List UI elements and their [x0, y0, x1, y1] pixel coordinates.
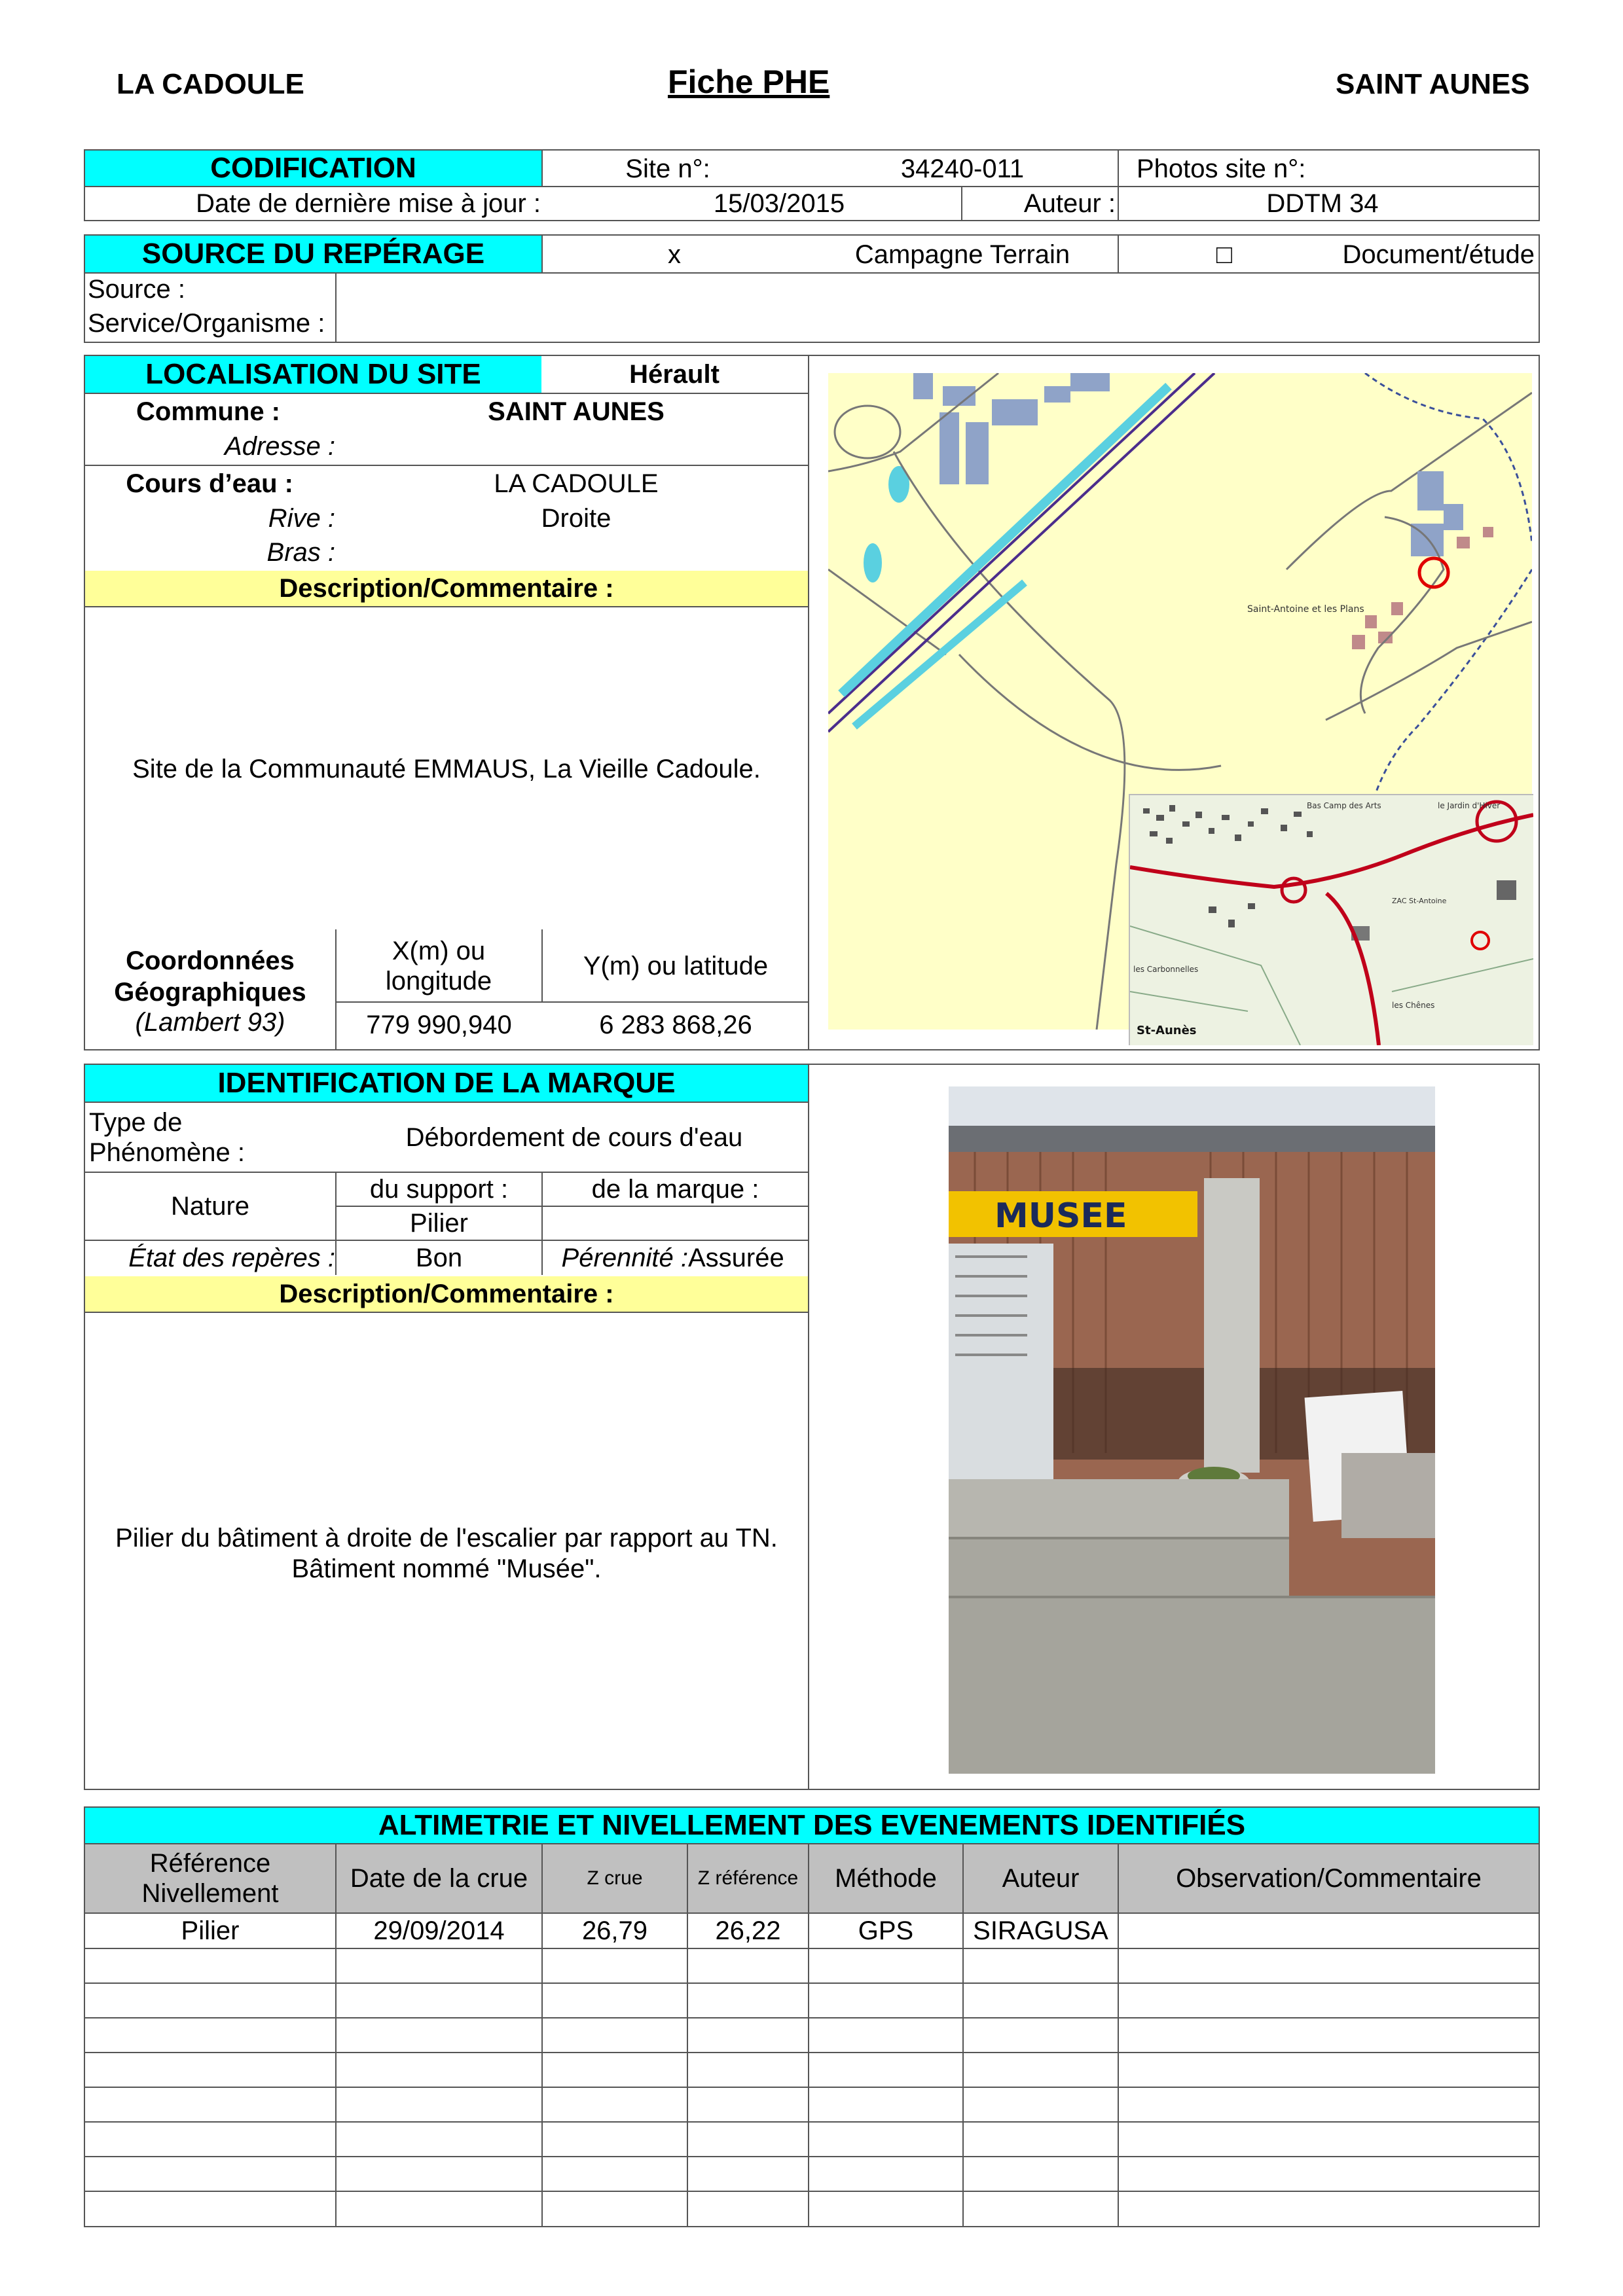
- col-z-crue: Z crue: [587, 1867, 643, 1889]
- localisation-heading: LOCALISATION DU SITE: [85, 356, 541, 393]
- source-heading: SOURCE DU REPÉRAGE: [85, 236, 541, 272]
- cours-eau-label: Cours d’eau :: [126, 469, 293, 498]
- inset-map-drawing: [1130, 795, 1533, 1045]
- etat-label: État des repères :: [128, 1244, 335, 1272]
- inset-zac-label: ZAC St-Antoine: [1392, 897, 1447, 905]
- localisation-desc-text: Site de la Communauté EMMAUS, La Vieille Cadoule.: [132, 755, 761, 783]
- map-place-label: Saint-Antoine et les Plans: [1247, 604, 1364, 615]
- type-phenomene-label: Type de Phénomène :: [89, 1108, 245, 1167]
- identification-desc-line1: Pilier du bâtiment à droite de l'escalier par rapport au TN.: [115, 1524, 778, 1552]
- bras-label: Bras :: [266, 538, 335, 567]
- inset-map: [1129, 794, 1533, 1045]
- codification-heading: CODIFICATION: [85, 151, 541, 186]
- rive-label: Rive :: [268, 504, 335, 533]
- departement-value: Hérault: [629, 360, 720, 389]
- header-left: LA CADOULE: [117, 68, 304, 100]
- photos-site-label: Photos site n°:: [1137, 154, 1306, 183]
- coord-label-1: Coordonnées: [126, 946, 295, 975]
- inset-carbonnelles-label: les Carbonnelles: [1133, 965, 1199, 974]
- support-value: Pilier: [410, 1209, 468, 1238]
- auteur-value: DDTM 34: [1266, 189, 1379, 218]
- campagne-checkbox[interactable]: x: [668, 240, 681, 269]
- campagne-label: Campagne Terrain: [854, 240, 1070, 269]
- commune-value: SAINT AUNES: [488, 397, 665, 426]
- row1-methode: GPS: [858, 1916, 914, 1945]
- coord-label-2: Géographiques: [114, 978, 306, 1007]
- site-number-value: 34240-011: [900, 154, 1025, 183]
- page-title: Fiche PHE: [668, 63, 830, 100]
- site-number-label: Site n°:: [625, 154, 710, 183]
- col-observation: Observation/Commentaire: [1176, 1864, 1482, 1893]
- row1-z-reference: 26,22: [715, 1916, 781, 1945]
- inset-jardin-label: le Jardin d'Hiver: [1438, 801, 1501, 810]
- col-date-crue: Date de la crue: [350, 1864, 528, 1893]
- col-auteur: Auteur: [1002, 1864, 1080, 1893]
- row1-observation: [1119, 1914, 1539, 1948]
- x-value: 779 990,940: [366, 1011, 512, 1039]
- auteur-label: Auteur :: [1023, 189, 1116, 218]
- support-label: du support :: [369, 1175, 509, 1204]
- date-value: 15/03/2015: [713, 189, 845, 218]
- perennite-label: Pérennité :: [561, 1244, 688, 1272]
- marque-label: de la marque :: [591, 1175, 759, 1204]
- document-checkbox[interactable]: □: [1216, 240, 1233, 269]
- row1-reference: Pilier: [181, 1916, 240, 1945]
- adresse-label: Adresse :: [225, 432, 335, 461]
- document-label: Document/étude: [1342, 240, 1535, 269]
- source-label: Source :: [88, 275, 185, 304]
- header-right: SAINT AUNES: [1336, 68, 1530, 100]
- site-photo: [949, 1086, 1435, 1774]
- localisation-desc-heading: Description/Commentaire :: [85, 571, 808, 606]
- service-label: Service/Organisme :: [88, 309, 325, 338]
- altimetrie-heading: ALTIMETRIE ET NIVELLEMENT DES EVENEMENTS IDENTIFIÉS: [85, 1808, 1539, 1843]
- col-z-reference: Z référence: [697, 1867, 799, 1889]
- col-methode: Méthode: [835, 1864, 937, 1893]
- date-label: Date de dernière mise à jour :: [196, 189, 541, 218]
- y-label: Y(m) ou latitude: [583, 952, 769, 980]
- identification-heading: IDENTIFICATION DE LA MARQUE: [85, 1065, 808, 1102]
- rive-value: Droite: [541, 504, 611, 533]
- identification-desc-line2: Bâtiment nommé "Musée".: [291, 1554, 602, 1583]
- identification-desc-heading: Description/Commentaire :: [85, 1276, 808, 1312]
- y-value: 6 283 868,26: [599, 1011, 752, 1039]
- museum-sign: MUSEE: [994, 1196, 1127, 1236]
- nature-label: Nature: [170, 1192, 250, 1221]
- type-phenomene-value: Débordement de cours d'eau: [405, 1123, 743, 1152]
- cours-eau-value: LA CADOULE: [494, 469, 659, 498]
- x-label: X(m) ou longitude: [385, 937, 492, 996]
- inset-chenes-label: les Chênes: [1392, 1001, 1435, 1010]
- coord-label-3: (Lambert 93): [135, 1008, 285, 1037]
- col-reference: Référence Nivellement: [141, 1849, 279, 1908]
- row1-date: 29/09/2014: [373, 1916, 505, 1945]
- row1-z-crue: 26,79: [581, 1916, 648, 1945]
- site-photo-drawing: [949, 1086, 1435, 1774]
- row1-auteur: SIRAGUSA: [973, 1916, 1108, 1945]
- etat-value: Bon: [415, 1244, 463, 1272]
- perennite-value: Assurée: [688, 1244, 784, 1272]
- inset-town-label: St-Aunès: [1137, 1024, 1197, 1037]
- commune-label: Commune :: [136, 397, 280, 426]
- inset-camp-label: Bas Camp des Arts: [1307, 801, 1381, 810]
